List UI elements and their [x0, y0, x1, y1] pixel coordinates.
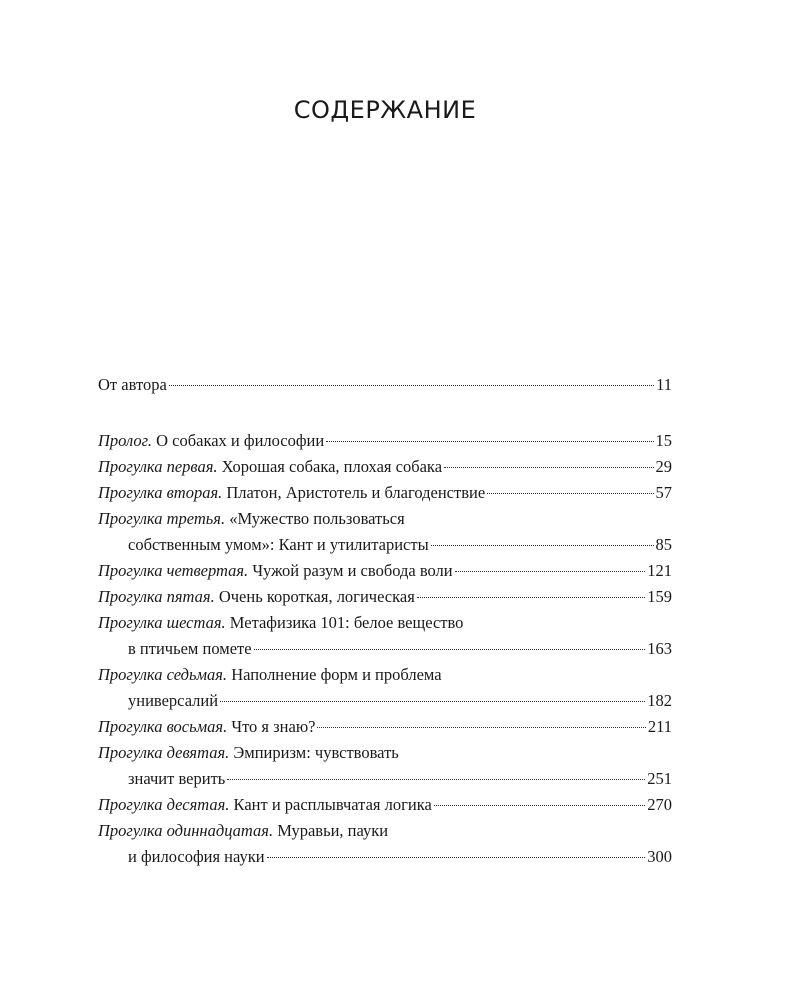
toc-entry-walk-11: [98, 818, 672, 870]
entry-title: Муравьи, пауки: [277, 821, 389, 840]
dot-leader: [326, 441, 653, 442]
entry-prefix: Прогулка девятая.: [98, 743, 230, 762]
entry-title: Кант и расплывчатая логика: [233, 795, 432, 814]
entry-title-continued: собственным умом»: Кант и утилитаристы: [128, 535, 429, 554]
entry-title-continued: универсалий: [128, 691, 219, 710]
toc-entry-walk-6: [98, 610, 672, 662]
toc-entry-walk-1: [98, 454, 672, 480]
toc-entry-walk-4: [98, 558, 672, 584]
entry-title: Очень короткая, логическая: [218, 587, 415, 606]
toc-entry-walk-8: [98, 714, 672, 740]
toc-entry-prologue: [98, 428, 672, 454]
toc-entry-walk-10: [98, 792, 672, 818]
toc-entry-author: [98, 372, 672, 398]
page-number: 57: [655, 483, 672, 502]
dot-leader: [227, 779, 645, 780]
dot-leader: [434, 805, 645, 806]
entry-title-continued: и философия науки: [128, 847, 265, 866]
entry-prefix: Прогулка четвертая.: [98, 561, 249, 580]
entry-title: Что я знаю?: [231, 717, 316, 736]
entry-title: О собаках и философии: [156, 431, 325, 450]
page-number: 211: [647, 717, 672, 736]
dot-leader: [220, 701, 645, 702]
page-number: 270: [647, 795, 672, 814]
entry-title: Хорошая собака, плохая собака: [221, 457, 443, 476]
entry-prefix: Прогулка третья.: [98, 509, 226, 528]
entry-title-continued: в птичьем помете: [128, 639, 252, 658]
page-number: 159: [647, 587, 672, 606]
page-number: 11: [656, 375, 672, 394]
table-of-contents: [98, 372, 672, 870]
page-number: 300: [647, 847, 672, 866]
entry-title: Наполнение форм и проблема: [231, 665, 442, 684]
toc-entry-walk-9: [98, 740, 672, 792]
entry-prefix: Прогулка седьмая.: [98, 665, 228, 684]
dot-leader: [455, 571, 646, 572]
dot-leader: [267, 857, 646, 858]
toc-entry-walk-7: [98, 662, 672, 714]
entry-title: Платон, Аристотель и благоденствие: [226, 483, 486, 502]
entry-title: «Мужество пользоваться: [229, 509, 405, 528]
dot-leader: [444, 467, 653, 468]
dot-leader: [169, 385, 654, 386]
entry-prefix: Прогулка первая.: [98, 457, 218, 476]
page-number: 163: [647, 639, 672, 658]
entry-title: Чужой разум и свобода воли: [252, 561, 453, 580]
page-number: 15: [655, 431, 672, 450]
entry-prefix: Пролог.: [98, 431, 152, 450]
entry-title: Эмпиризм: чувствовать: [233, 743, 399, 762]
entry-prefix: Прогулка вторая.: [98, 483, 223, 502]
entry-prefix: Прогулка десятая.: [98, 795, 230, 814]
dot-leader: [431, 545, 654, 546]
entry-prefix: Прогулка одиннадцатая.: [98, 821, 274, 840]
entry-title: Метафизика 101: белое вещество: [229, 613, 464, 632]
entry-title-continued: значит верить: [128, 769, 226, 788]
entry-prefix: Прогулка шестая.: [98, 613, 226, 632]
page-number: 182: [647, 691, 672, 710]
toc-entry-walk-3: [98, 506, 672, 558]
dot-leader: [254, 649, 646, 650]
toc-entry-walk-2: [98, 480, 672, 506]
entry-title: От автора: [98, 375, 167, 394]
page-number: 85: [655, 535, 672, 554]
entry-prefix: Прогулка пятая.: [98, 587, 215, 606]
dot-leader: [317, 727, 645, 728]
page-number: 29: [655, 457, 672, 476]
page-number: 251: [647, 769, 672, 788]
dot-leader: [487, 493, 653, 494]
page-title: СОДЕРЖАНИЕ: [293, 96, 477, 124]
entry-prefix: Прогулка восьмая.: [98, 717, 228, 736]
page-number: 121: [647, 561, 672, 580]
dot-leader: [417, 597, 645, 598]
toc-entry-walk-5: [98, 584, 672, 610]
